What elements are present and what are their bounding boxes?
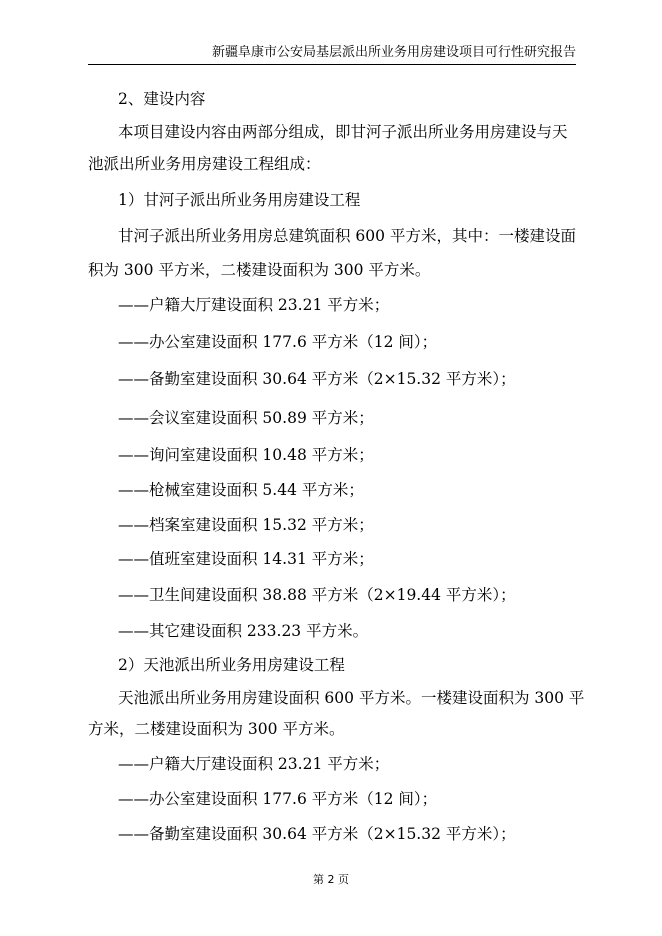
list-item: [0, 753, 662, 775]
text-line: 2、建设内容: [118, 90, 206, 108]
text-line: ——备勤室建设面积 30.64 平方米（2×15.32 平方米）；: [118, 370, 516, 388]
text-line: ——枪械室建设面积 5.44 平方米；: [118, 481, 364, 499]
text-line: ——值班室建设面积 14.31 平方米；: [118, 550, 374, 568]
text-line: ——备勤室建设面积 30.64 平方米（2×15.32 平方米）；: [118, 825, 516, 843]
subsection-heading: [0, 654, 662, 676]
text-line: 积为 300 平方米，二楼建设面积为 300 平方米。: [88, 261, 431, 279]
text-line: 池派出所业务用房建设工程组成：: [88, 155, 321, 173]
paragraph-line: [0, 687, 662, 709]
text-line: 方米，二楼建设面积为 300 平方米。: [88, 720, 345, 738]
list-item: [0, 294, 662, 316]
paragraph-line: [0, 225, 662, 247]
text-line: 1）甘河子派出所业务用房建设工程: [118, 191, 361, 209]
header-rule: [88, 64, 576, 65]
text-line: ——办公室建设面积 177.6 平方米（12 间）；: [118, 333, 438, 351]
paragraph-line: [0, 153, 662, 175]
list-item: [0, 479, 662, 501]
text-line: ——户籍大厅建设面积 23.21 平方米；: [118, 755, 390, 773]
text-line: ——其它建设面积 233.23 平方米。: [118, 622, 369, 640]
text-line: 天池派出所业务用房建设面积 600 平方米。一楼建设面积为 300 平: [118, 689, 585, 707]
text-line: ——户籍大厅建设面积 23.21 平方米；: [118, 296, 390, 314]
list-item: [0, 514, 662, 536]
subsection-heading: [0, 189, 662, 211]
paragraph-line: [0, 121, 662, 143]
text-line: ——卫生间建设面积 38.88 平方米（2×19.44 平方米）；: [118, 586, 516, 604]
paragraph-line: [0, 259, 662, 281]
text-line: ——办公室建设面积 177.6 平方米（12 间）；: [118, 790, 438, 808]
list-item: [0, 548, 662, 570]
page-header-title: 新疆阜康市公安局基层派出所业务用房建设项目可行性研究报告: [211, 45, 576, 60]
list-item: [0, 823, 662, 845]
list-item: [0, 444, 662, 466]
list-item: [0, 407, 662, 429]
list-item: [0, 788, 662, 810]
text-line: 本项目建设内容由两部分组成，即甘河子派出所业务用房建设与天: [118, 123, 568, 141]
page-number: 第 2 页: [313, 873, 349, 886]
list-item: [0, 368, 662, 390]
section-heading: [0, 88, 662, 110]
list-item: [0, 331, 662, 353]
text-line: 甘河子派出所业务用房总建筑面积 600 平方米，其中：一楼建设面: [118, 227, 576, 245]
text-line: ——会议室建设面积 50.89 平方米；: [118, 409, 374, 427]
paragraph-line: [0, 718, 662, 740]
text-line: 2）天池派出所业务用房建设工程: [118, 656, 345, 674]
list-item: [0, 620, 662, 642]
text-line: ——档案室建设面积 15.32 平方米；: [118, 516, 374, 534]
text-line: ——询问室建设面积 10.48 平方米；: [118, 446, 374, 464]
list-item: [0, 584, 662, 606]
